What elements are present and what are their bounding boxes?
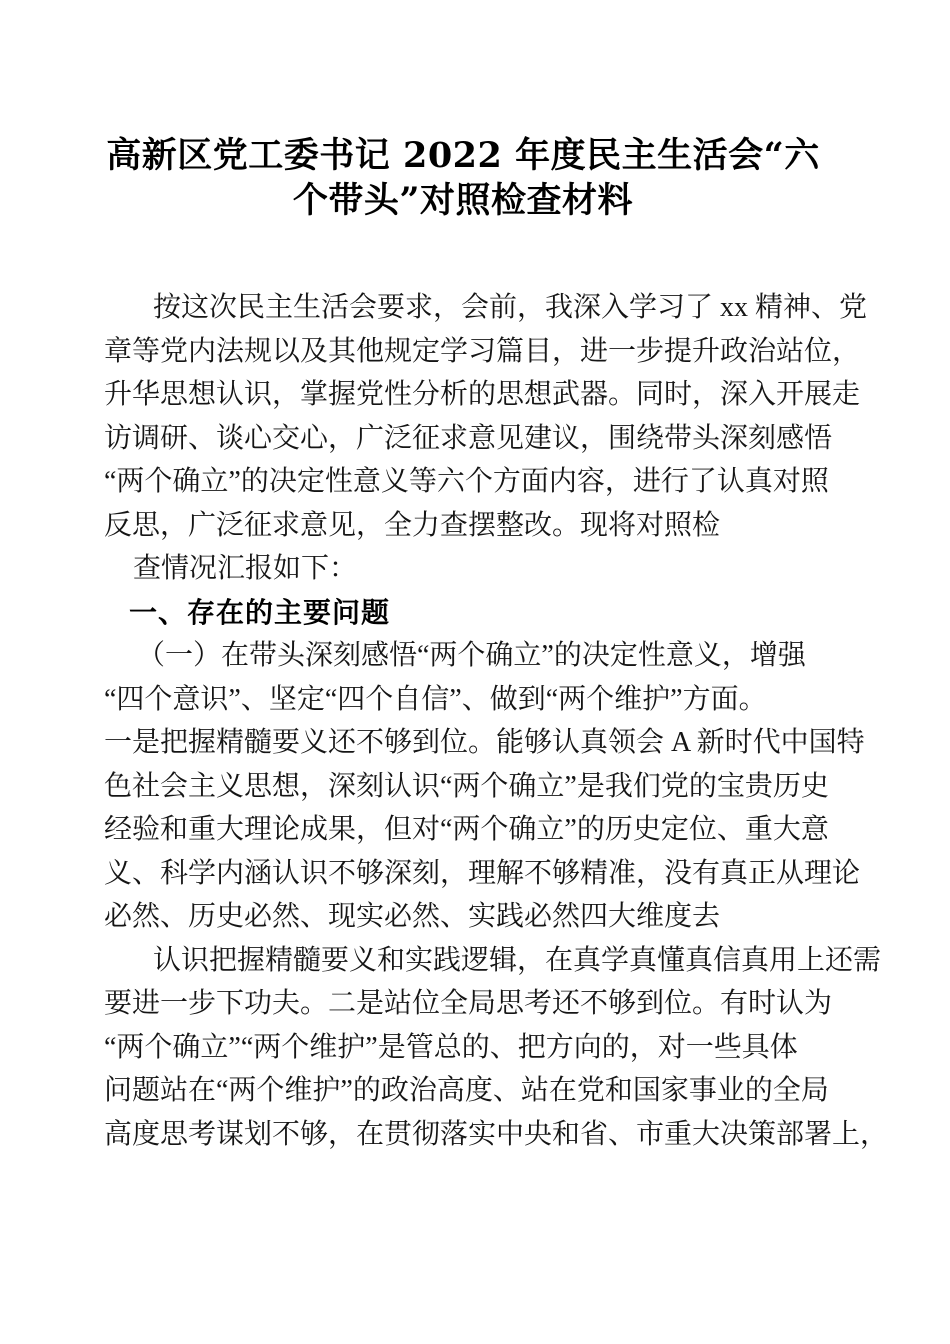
body-line: 升华思想认识，掌握党性分析的思想武器。同时，深入开展走 [104,379,861,410]
body-line: 经验和重大理论成果，但对“两个确立”的历史定位、重大意 [104,814,829,845]
body-line: 色社会主义思想，深刻认识“两个确立”是我们党的宝贵历史 [104,770,829,802]
document-body [104,286,889,1156]
body-line: 章等党内法规以及其他规定学习篇目，进一步提升政治站位， [104,335,861,367]
body-line: 高度思考谋划不够，在贯彻落实中央和省、市重大决策部署上， [104,1118,889,1150]
document-title [104,133,822,223]
document-content [104,0,889,1156]
body-line: 必然、历史必然、现实必然、实践必然四大维度去 [104,901,721,932]
body-line: 访调研、谈心交心，广泛征求意见建议，围绕带头深刻感悟 [104,422,833,454]
body-line: 按这次民主生活会要求，会前，我深入学习了 xx 精神、党 [153,292,868,323]
body-line: 反思，广泛征求意见，全力查摆整改。现将对照检 [104,509,721,541]
body-line: 查情况汇报如下： [133,553,358,584]
body-line: “四个意识”、坚定“四个自信”、做到“两个维护”方面。 [104,683,767,715]
body-line: 认识把握精髓要义和实践逻辑，在真学真懂真信真用上还需 [153,944,882,976]
body-line: 要进一步下功夫。二是站位全局思考还不够到位。有时认为 [104,988,833,1019]
body-line: 义、科学内涵认识不够深刻，理解不够精准，没有真正从理论 [104,857,861,889]
body-line: 一是把握精髓要义还不够到位。能够认真领会 A 新时代中国特 [104,727,865,758]
section-heading: 一、存在的主要问题 [129,595,391,629]
body-line: （一）在带头深刻感悟“两个确立”的决定性意义，增强 [137,640,806,671]
body-line: “两个确立”“两个维护”是管总的、把方向的，对一些具体 [104,1031,798,1063]
title-line-1: 高新区党工委书记 2022 年度民主生活会“六 [106,135,820,176]
title-line-2: 个带头”对照检查材料 [292,180,634,221]
body-line: 问题站在“两个维护”的政治高度、站在党和国家事业的全局 [104,1075,829,1106]
body-line: “两个确立”的决定性意义等六个方面内容，进行了认真对照 [104,466,829,497]
